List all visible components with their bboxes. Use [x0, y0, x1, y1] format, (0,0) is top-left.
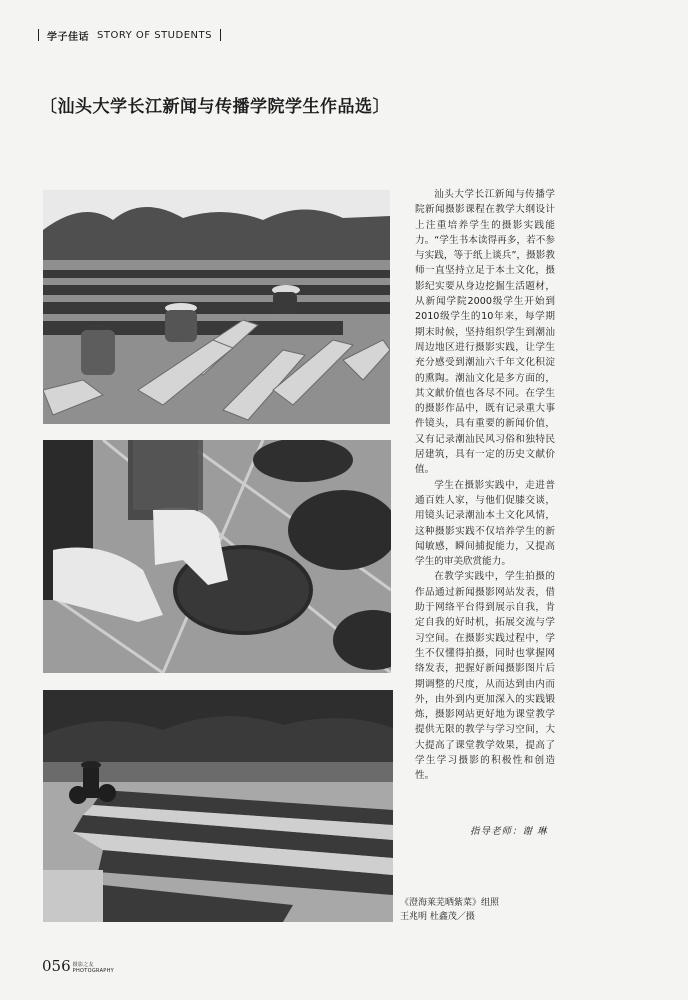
article-paragraph: 学生在摄影实践中，走进普通百姓人家，与他们促膝交谈，用镜头记录潮汕本土文化风情，这种摄影实践不仅培养学生的新闻敏感，瞬间捕捉能力，又提高学生的审美欣赏能力。: [415, 479, 555, 568]
header-divider: [220, 29, 221, 41]
article-paragraph: 在教学实践中，学生拍摄的作品通过新闻摄影网站发表，借助于网络平台得到展示自我，肯定自我的好时机，拓展交流与学习空间。在摄影实践过程中，学生不仅懂得拍摄，同时也掌握网络发表，把握好新闻摄影图片后期调整的尺度，从而达到由内而外，由外到内更加深入的实践锻炼，摄影网站更好地为课堂教学提供无限的教学与学习空间，大大提高了课堂教学效果，提高了学生学习摄影的积极性和创造性。: [415, 571, 555, 782]
page-title: 〔汕头大学长江新闻与传播学院学生作品选〕: [40, 97, 390, 117]
photo-landscape-drying-mats: [43, 690, 393, 922]
header-divider: [38, 29, 39, 41]
bleed-through-text: [40, 128, 290, 188]
page-footer: [42, 952, 115, 975]
advisor-credit: 指导老师：谢 琳: [470, 826, 548, 837]
magazine-logo: [73, 962, 114, 974]
caption-credit: 王兆明 杜鑫茂／摄: [400, 912, 475, 922]
article-paragraph: 汕头大学长江新闻与传播学院新闻摄影课程在教学大纲设计上注重培养学生的摄影实践能力。“学生书本读得再多，若不参与实践，等于纸上谈兵”，摄影教师一直坚持立足于本土文化，摄影纪实要从身边挖掘生活题材，从新闻学院2000级学生开始到2010级学生的10年来，每学期期末时候，坚持组织学生到潮汕周边地区进行摄影实践，让学生充分感受到潮汕六千年文化积淀的熏陶。潮汕文化是多方面的，其文献价值也各尽不同。在学生的摄影作品中，既有记录重大事件镜头，具有重要的新闻价值，又有记录潮汕民风习俗和独特民居建筑，具有一定的历史文献价值。: [415, 189, 555, 476]
caption-title: 《澄海莱芜晒紫菜》组照: [400, 898, 500, 908]
page-number: 056: [42, 957, 71, 975]
logo-cn: 摄影之友: [72, 962, 94, 968]
section-title-cn: 学子佳话: [47, 31, 89, 43]
photo-caption: [400, 896, 560, 924]
section-header: [38, 26, 228, 44]
photo-hands-seaweed: [43, 440, 391, 673]
photo-field-drying-racks: [43, 190, 390, 424]
article-body: [415, 187, 555, 784]
logo-en: PHOTOGRAPHY: [72, 968, 115, 974]
bleed-through-text: [400, 98, 550, 168]
section-title-en: STORY OF STUDENTS: [97, 29, 212, 41]
